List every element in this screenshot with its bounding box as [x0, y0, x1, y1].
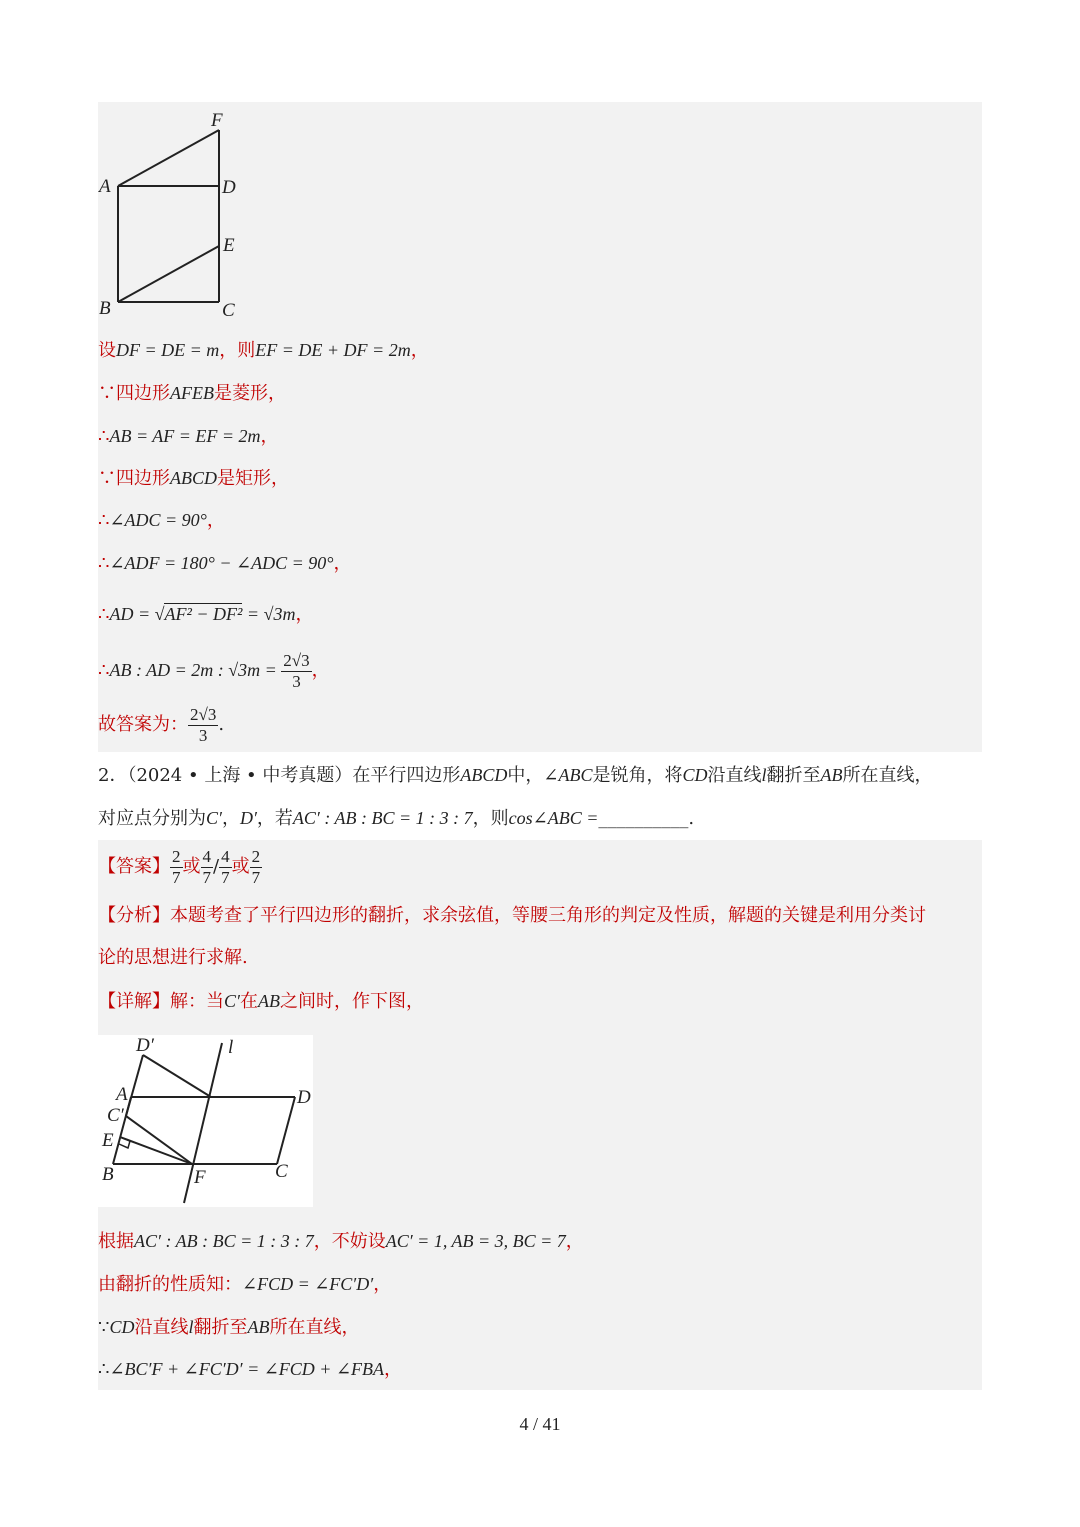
math: AC′ = 1, AB = 3, BC = 7 [385, 1231, 566, 1251]
detail-tag: 【详解】 [98, 991, 170, 1012]
text: ， [333, 553, 352, 574]
math: ∠FCD = ∠FC′D′ [242, 1274, 374, 1294]
text: ，则 [472, 808, 509, 829]
math: AB [257, 991, 280, 1011]
numerator: 2 [172, 846, 181, 866]
sol1-line-2 [98, 381, 286, 406]
math: = √3m [242, 604, 296, 624]
answer-blank: __________ [598, 808, 689, 829]
problem2-line-1 [98, 763, 933, 788]
label-D-prime: D′ [136, 1035, 154, 1056]
label-E: E [102, 1130, 114, 1151]
denominator: 7 [221, 867, 230, 887]
denominator: 7 [202, 867, 211, 887]
text: ， [384, 1359, 403, 1380]
text: 翻折至 [766, 765, 821, 786]
text: / [213, 856, 220, 877]
answer2-line [98, 843, 262, 891]
text: . [688, 808, 695, 829]
math: C′ [206, 808, 222, 828]
math: AB [247, 1317, 270, 1337]
figure-parallelogram-fold [98, 1035, 313, 1207]
analysis2-line-2 [98, 946, 248, 970]
math: cos∠ABC = [508, 808, 599, 828]
text: ∴ [98, 426, 110, 447]
math: ∠BC′F + ∠FC′D′ = ∠FCD + ∠FBA [109, 1359, 385, 1379]
text: 是锐角，将 [592, 765, 683, 786]
problem2-line-2 [98, 806, 694, 831]
math: D′ [239, 808, 257, 828]
text: 之间时，作下图， [279, 991, 424, 1012]
figure-rhombus-rectangle [98, 106, 258, 326]
denominator: 3 [198, 725, 208, 745]
sol1-line-7 [98, 602, 313, 627]
text: 论的思想进行求解. [98, 947, 248, 968]
math: C′ [224, 991, 240, 1011]
analysis-tag: 【分析】 [98, 905, 170, 926]
fraction [201, 847, 214, 888]
text: ∴ [98, 510, 110, 531]
text: ，不妨设 [313, 1231, 386, 1252]
numerator: 4 [202, 846, 211, 866]
sol1-line-6 [98, 551, 351, 576]
text: ，若 [256, 808, 293, 829]
sol1-line-1 [98, 338, 429, 363]
text: 根据 [98, 1231, 134, 1252]
math: ∠ABC [543, 765, 593, 785]
text: 设 [98, 340, 116, 361]
numerator: 2 [251, 846, 261, 866]
math: AC′ : AB : BC = 1 : 3 : 7 [134, 1231, 314, 1251]
text: 沿直线 [707, 765, 762, 786]
text: 所在直线， [269, 1317, 360, 1338]
math: AFEB [170, 383, 214, 403]
label-F: F [211, 110, 223, 131]
text: ∴ [98, 604, 110, 625]
math: ∠ADC = 90° [109, 510, 207, 530]
denominator: 7 [172, 867, 181, 887]
math: AB [820, 765, 843, 785]
radicand: AF² − DF² [164, 604, 243, 624]
text: 是菱形， [213, 383, 286, 404]
numerator: 4 [221, 846, 230, 866]
text: ， [373, 1274, 392, 1295]
math: CD [109, 1317, 135, 1337]
math: l [188, 1317, 194, 1337]
sol1-line-3 [98, 424, 279, 449]
math: EF = DE + DF = 2m [255, 340, 411, 360]
text: . [218, 714, 225, 735]
text: ∴ [98, 1359, 110, 1380]
text: 是矩形， [217, 468, 289, 489]
text: 或 [182, 856, 201, 877]
text: 在 [239, 991, 258, 1012]
math: CD [682, 765, 708, 785]
text: ∵ [98, 1317, 110, 1338]
text: ∵四边形 [98, 383, 170, 404]
text: ， [295, 604, 314, 625]
text: ，则 [219, 340, 256, 361]
fraction [281, 651, 311, 692]
label-C-prime: C′ [107, 1105, 124, 1126]
text: 2．（2024 • 上海 • 中考真题）在平行四边形 [98, 765, 461, 786]
math: AD = [109, 604, 155, 624]
sol2-line-4 [98, 1357, 402, 1382]
label-C: C [222, 300, 235, 321]
numerator: 2√3 [190, 704, 217, 724]
sol1-line-4 [98, 466, 289, 491]
math: l [761, 765, 767, 785]
label-A: A [116, 1084, 128, 1105]
text: 所在直线， [842, 765, 933, 786]
label-B: B [99, 298, 111, 319]
label-F: F [194, 1167, 206, 1188]
text: ， [565, 1231, 584, 1252]
math: ABCD [170, 468, 217, 488]
math: AB = AF = EF = 2m [109, 426, 261, 446]
sol2-line-3 [98, 1315, 359, 1340]
text: 翻折至 [193, 1317, 248, 1338]
denominator: 3 [292, 671, 301, 691]
text: 本题考查了平行四边形的翻折，求余弦值，等腰三角形的判定及性质，解题的关键是利用分类讨 [170, 905, 926, 926]
math: ABCD [460, 765, 508, 785]
fraction [250, 847, 263, 888]
math: AC′ : AB : BC = 1 : 3 : 7 [292, 808, 473, 828]
fraction [188, 705, 218, 746]
sol2-line-2 [98, 1272, 391, 1297]
text: ， [311, 660, 330, 681]
numerator: 2√3 [283, 650, 310, 670]
text: 由翻折的性质知： [98, 1274, 242, 1295]
text: ∴ [98, 660, 110, 681]
fraction [219, 847, 232, 888]
math: AB : AD = 2m : √3m = [109, 660, 282, 680]
text: 解：当 [170, 991, 224, 1012]
text: ， [410, 340, 429, 361]
analysis2-line-1 [98, 904, 926, 928]
math: DF = DE = m [116, 340, 220, 360]
label-D: D [222, 177, 236, 198]
sol1-answer-line [98, 701, 224, 749]
label-A: A [99, 176, 111, 197]
text: ∴ [98, 553, 110, 574]
label-C: C [275, 1161, 288, 1182]
detail2-line [98, 989, 424, 1014]
text: 对应点分别为 [98, 808, 206, 829]
sol2-line-1 [98, 1229, 584, 1254]
text: ， [221, 808, 240, 829]
text: 故答案为： [98, 714, 188, 735]
label-B: B [102, 1164, 114, 1185]
text: 中， [507, 765, 544, 786]
sqrt-sign: √ [154, 604, 165, 624]
text: ， [260, 426, 279, 447]
label-l: l [228, 1037, 234, 1058]
fraction [170, 847, 183, 888]
math: ∠ADF = 180° − ∠ADC = 90° [109, 553, 334, 573]
text: ， [206, 510, 225, 531]
sol1-line-8 [98, 646, 330, 695]
text: ∵四边形 [98, 468, 170, 489]
answer-tag: 【答案】 [98, 856, 170, 877]
label-E: E [223, 235, 235, 256]
label-D: D [297, 1087, 311, 1108]
sol1-line-5 [98, 508, 225, 533]
text: 或 [231, 856, 250, 877]
denominator: 7 [251, 867, 261, 887]
text: 沿直线 [134, 1317, 189, 1338]
page-number: 4 / 41 [519, 1414, 561, 1434]
